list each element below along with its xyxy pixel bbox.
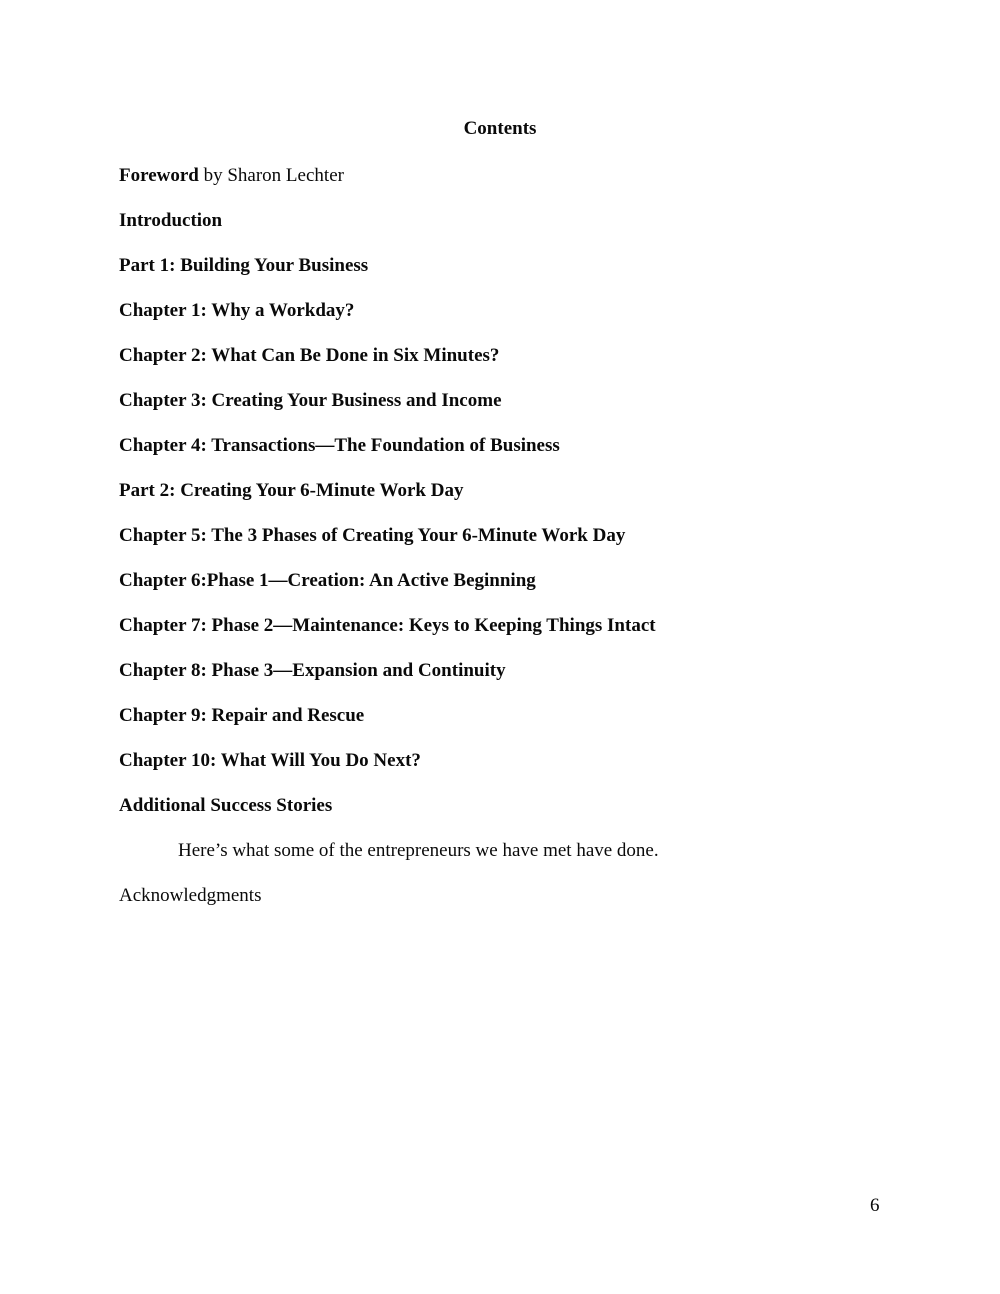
- toc-list: [0, 153, 1000, 918]
- toc-entry-bold-text: Foreword: [119, 165, 199, 186]
- toc-entry-bold-text: Part 1: Building Your Business: [119, 255, 369, 276]
- page-title: Contents: [463, 118, 537, 139]
- toc-entry-bold-text: Chapter 3: Creating Your Business and Income: [119, 390, 502, 411]
- toc-entry: [0, 468, 1000, 513]
- toc-entry-text: Acknowledgments: [119, 885, 262, 906]
- toc-entry: [0, 603, 1000, 648]
- toc-entry: [0, 288, 1000, 333]
- toc-entry: [0, 693, 1000, 738]
- toc-entry: [0, 558, 1000, 603]
- toc-entry: [0, 513, 1000, 558]
- toc-entry-bold-text: Chapter 2: What Can Be Done in Six Minutes?: [119, 345, 500, 366]
- toc-entry-text: by Sharon Lechter: [198, 165, 344, 186]
- toc-entry-bold-text: Chapter 4: Transactions—The Foundation of Business: [119, 435, 560, 456]
- toc-entry-bold-text: Additional Success Stories: [119, 795, 333, 816]
- toc-entry-text: Here’s what some of the entrepreneurs we have met have done.: [178, 840, 659, 861]
- toc-entry: [0, 873, 1000, 918]
- toc-entry: [0, 333, 1000, 378]
- toc-entry: [0, 378, 1000, 423]
- toc-entry: [0, 828, 1000, 873]
- toc-entry-bold-text: Chapter 8: Phase 3—Expansion and Continuity: [119, 660, 506, 681]
- toc-entry-bold-text: Chapter 1: Why a Workday?: [119, 300, 355, 321]
- toc-entry-bold-text: Chapter 9: Repair and Rescue: [119, 705, 365, 726]
- toc-entry-bold-text: Chapter 5: The 3 Phases of Creating Your 6-Minute Work Day: [119, 525, 626, 546]
- toc-entry: [0, 423, 1000, 468]
- toc-entry: [0, 783, 1000, 828]
- toc-entry-bold-text: Introduction: [119, 210, 223, 231]
- toc-entry-bold-text: Part 2: Creating Your 6-Minute Work Day: [119, 480, 464, 501]
- toc-entry: [0, 243, 1000, 288]
- toc-entry-bold-text: Chapter 7: Phase 2—Maintenance: Keys to Keeping Things Intact: [119, 615, 656, 636]
- page-number: 6: [870, 1195, 880, 1216]
- toc-entry-bold-text: Chapter 6:Phase 1—Creation: An Active Beginning: [119, 570, 536, 591]
- toc-entry: [0, 153, 1000, 198]
- toc-entry: [0, 198, 1000, 243]
- toc-entry: [0, 648, 1000, 693]
- toc-entry-bold-text: Chapter 10: What Will You Do Next?: [119, 750, 421, 771]
- toc-entry: [0, 738, 1000, 783]
